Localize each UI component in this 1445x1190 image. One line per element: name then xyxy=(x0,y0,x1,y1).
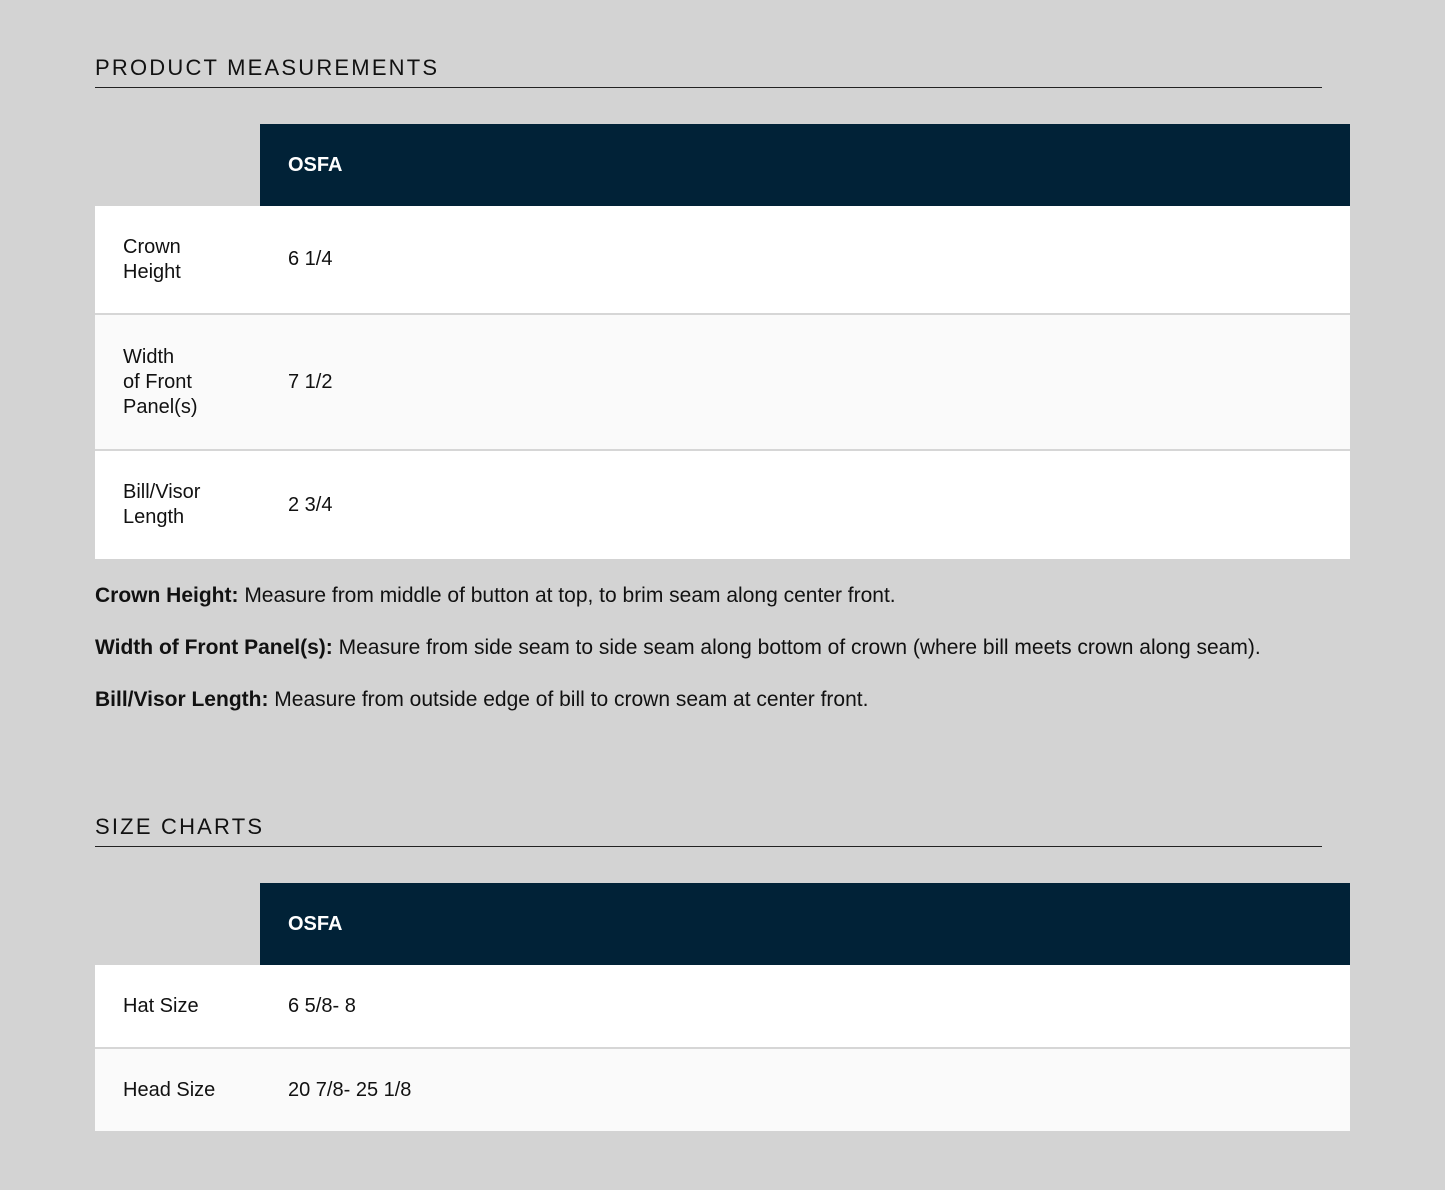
note-term: Bill/Visor Length: xyxy=(95,688,269,711)
table-row-hat-size xyxy=(95,965,1350,1049)
table-row-head-size xyxy=(95,1049,1350,1131)
row-value: 6 1/4 xyxy=(288,248,333,270)
table-row-bill-visor-length xyxy=(95,451,1350,559)
table-row-crown-height xyxy=(95,206,1350,315)
header-blank-cell xyxy=(95,124,260,206)
note-bill-visor-length xyxy=(95,686,1295,714)
note-term: Crown Height: xyxy=(95,584,239,607)
measurements-table-header xyxy=(95,124,1350,206)
note-text: Measure from outside edge of bill to crown seam at center front. xyxy=(268,688,869,711)
note-text: Measure from side seam to side seam along bottom of crown (where bill meets crown along seam). xyxy=(332,636,1261,659)
size-charts-table xyxy=(95,883,1350,1131)
product-measurements-title: PRODUCT MEASUREMENTS xyxy=(95,55,1322,88)
size-charts-title: SIZE CHARTS xyxy=(95,814,1322,847)
row-label: Width of Front Panel(s) xyxy=(123,345,198,418)
table-row-front-panel-width xyxy=(95,315,1350,451)
row-label: Hat Size xyxy=(123,994,199,1017)
row-value: 2 3/4 xyxy=(288,493,333,516)
size-charts-table-header xyxy=(95,883,1350,965)
note-term: Width of Front Panel(s): xyxy=(95,636,333,659)
row-label: Crown Height xyxy=(123,235,181,283)
note-text: Measure from middle of button at top, to brim seam along center front. xyxy=(238,584,896,607)
note-front-panel-width xyxy=(95,634,1295,662)
measurement-notes xyxy=(95,582,1295,738)
column-header-osfa: OSFA xyxy=(260,883,1350,965)
row-value: 7 1/2 xyxy=(288,370,333,393)
row-label: Head Size xyxy=(123,1078,216,1101)
column-header-osfa: OSFA xyxy=(260,124,1350,206)
measurements-table xyxy=(95,124,1350,559)
row-label: Bill/Visor Length xyxy=(123,481,201,528)
note-crown-height xyxy=(95,582,1295,610)
row-value: 6 5/8- 8 xyxy=(288,994,356,1017)
row-value: 20 7/8- 25 1/8 xyxy=(288,1078,412,1101)
header-blank-cell xyxy=(95,883,260,965)
